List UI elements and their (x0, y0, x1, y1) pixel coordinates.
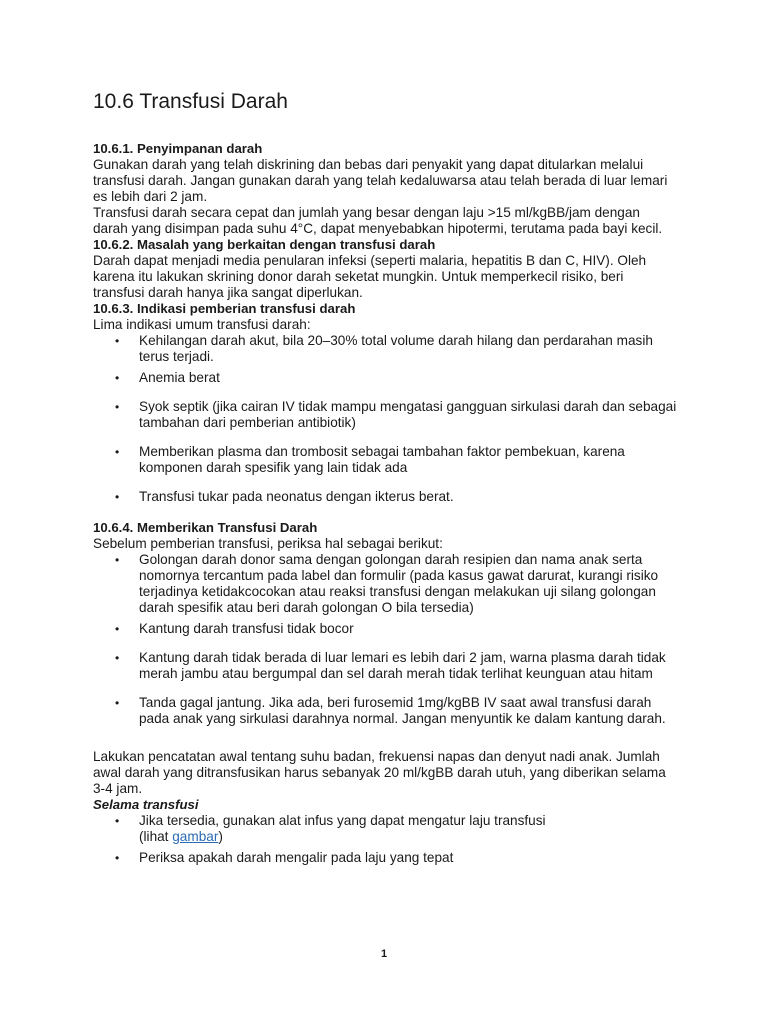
list-item (93, 813, 678, 845)
list-item-pre: (lihat (139, 829, 173, 844)
list-item: • Kantung darah tidak berada di luar lemari es lebih dari 2 jam, warna plasma darah tidak merah jambu atau bergumpal dan sel darah merah tidak terlihat keunguan atau hitam (93, 650, 678, 682)
section-heading-during: Selama transfusi (93, 797, 199, 812)
list-item: • Anemia berat (93, 370, 678, 386)
section-heading-indications: 10.6.3. Indikasi pemberian transfusi darah (93, 301, 356, 316)
paragraph: Lakukan pencatatan awal tentang suhu badan, frekuensi napas dan denyut nadi anak. Jumlah awal darah yang ditransfusikan harus sebanyak 20 ml/kgBB darah utuh, yang diberikan selama 3-4 jam. (93, 749, 666, 796)
paragraph: Gunakan darah yang telah diskrining dan bebas dari penyakit yang dapat ditularkan melalui transfusi darah. Jangan gunakan darah yang telah kedaluwarsa atau telah berada di luar lemari es lebih dari 2 jam. (93, 157, 668, 204)
indication-list (93, 333, 678, 505)
section-heading-storage: 10.6.1. Penyimpanan darah (93, 141, 263, 156)
list-item: • Memberikan plasma dan trombosit sebagai tambahan faktor pembekuan, karena komponen darah spesifik yang lain tidak ada (93, 444, 678, 476)
page-number: 1 (380, 948, 388, 960)
list-item: • Kehilangan darah akut, bila 20–30% total volume darah hilang dan perdarahan masih terus terjadi. (93, 333, 678, 365)
checklist (93, 552, 678, 727)
paragraph: Sebelum pemberian transfusi, periksa hal sebagai berikut: (93, 536, 443, 551)
list-item: • Transfusi tukar pada neonatus dengan ikterus berat. (93, 489, 678, 505)
list-item: • Syok septik (jika cairan IV tidak mampu mengatasi gangguan sirkulasi darah dan sebagai tambahan dari pemberian antibiotik) (93, 399, 678, 431)
document-page (93, 88, 678, 866)
list-item-text: Jika tersedia, gunakan alat infus yang dapat mengatur laju transfusi (139, 813, 546, 828)
paragraph: Lima indikasi umum transfusi darah: (93, 317, 311, 332)
list-item: • Periksa apakah darah mengalir pada laju yang tepat (93, 850, 678, 866)
section-heading-problems: 10.6.2. Masalah yang berkaitan dengan transfusi darah (93, 237, 436, 252)
list-item-post: ) (218, 829, 223, 844)
paragraph: Darah dapat menjadi media penularan infeksi (seperti malaria, hepatitis B dan C, HIV). Oleh karena itu lakukan skrining donor darah seketat mungkin. Untuk memperkecil risiko, beri transfusi darah hanya jika sangat diperlukan. (93, 253, 647, 300)
section-heading-giving: 10.6.4. Memberikan Transfusi Darah (93, 520, 318, 535)
paragraph: Transfusi darah secara cepat dan jumlah yang besar dengan laju >15 ml/kgBB/jam dengan darah yang disimpan pada suhu 4°C, dapat menyebabkan hipotermi, terutama pada bayi kecil. (93, 205, 663, 236)
during-list (93, 813, 678, 866)
list-item: • Kantung darah transfusi tidak bocor (93, 621, 678, 637)
list-item: • Tanda gagal jantung. Jika ada, beri furosemid 1mg/kgBB IV saat awal transfusi darah pada anak yang sirkulasi darahnya normal. Jangan menyuntik ke dalam kantung darah. (93, 695, 678, 727)
list-item: • Golongan darah donor sama dengan golongan darah resipien dan nama anak serta nomornya tercantum pada label dan formulir (pada kasus gawat darurat, kurangi risiko terjadinya ketidakcocokan atau reaksi transfusi dengan melakukan uji silang golongan darah spesifik atau beri darah golongan O bila tersedia) (93, 552, 678, 616)
figure-link[interactable]: gambar (172, 829, 219, 844)
page-title: 10.6 Transfusi Darah (93, 90, 288, 113)
